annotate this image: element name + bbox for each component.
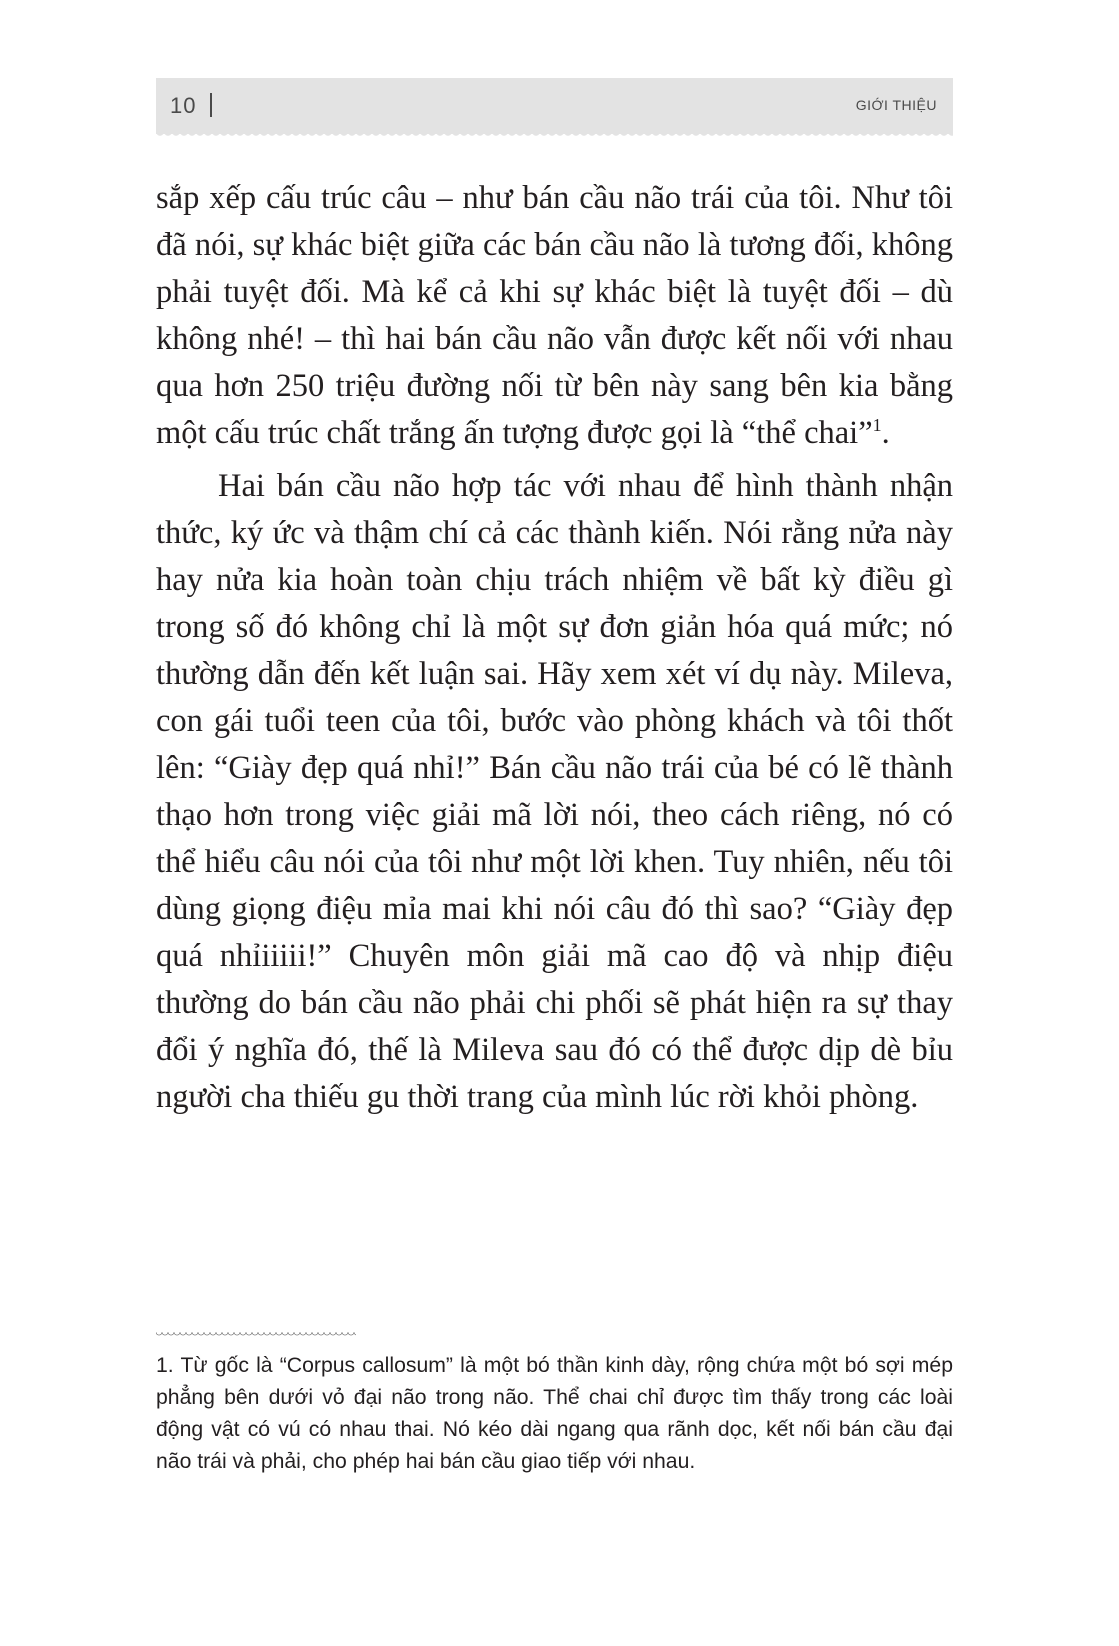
chapter-title: GIỚI THIỆU [855,97,937,113]
footnote-reference[interactable]: 1 [872,415,882,436]
paragraph-1-end: . [881,415,890,451]
paragraph-2: Hai bán cầu não hợp tác với nhau để hình thành nhận thức, ký ức và thậm chí cả các thành kiến. Nói rằng nửa này hay nửa kia hoàn toàn chịu trách nhiệm về bất kỳ điều gì trong số đó không chỉ là một sự đơn giản hóa quá mức; nó thường dẫn đến kết luận sai. Hãy xem xét ví dụ này. Mileva, con gái tuổi teen của tôi, bước vào phòng khách và tôi thốt lên: “Giày đẹp quá nhỉ!” Bán cầu não trái của bé có lẽ thành thạo hơn trong việc giải mã lời nói, theo cách riêng, nó có thể hiểu câu nói của tôi như một lời khen. Tuy nhiên, nếu tôi dùng giọng điệu mỉa mai khi nói câu đó thì sao? “Giày đẹp quá nhỉiiiii!” Chuyên môn giải mã cao độ và nhịp điệu thường do bán cầu não phải chi phối sẽ phát hiện ra sự thay đổi ý nghĩa đó, thế là Mileva sau đó có thể được dịp dè bỉu người cha thiếu gu thời trang của mình lúc rời khỏi phòng. [156,468,953,1115]
header-scalloped-edge [156,133,953,139]
main-text [156,175,953,1121]
running-header [156,78,953,134]
footnote-separator [156,1332,356,1337]
footnote: 1. Từ gốc là “Corpus callosum” là một bó thần kinh dày, rộng chứa một bó sợi mép phẳng bên dưới vỏ đại não trong não. Thể chai chỉ được tìm thấy trong các loài động vật có vú có nhau thai. Nó kéo dài ngang qua rãnh dọc, kết nối bán cầu đại não trái và phải, cho phép hai bán cầu giao tiếp với nhau. [156,1354,953,1473]
paragraph-1 [156,175,953,457]
header-divider [210,93,212,117]
page-number: 10 [170,93,197,118]
paragraph-1-text: sắp xếp cấu trúc câu – như bán cầu não trái của tôi. Như tôi đã nói, sự khác biệt giữa các bán cầu não là tương đối, không phải tuyệt đối. Mà kể cả khi sự khác biệt là tuyệt đối – dù không nhé! – thì hai bán cầu não vẫn được kết nối với nhau qua hơn 250 triệu đường nối từ bên này sang bên kia bằng một cấu trúc chất trắng ấn tượng được gọi là “thể chai” [156,180,953,451]
